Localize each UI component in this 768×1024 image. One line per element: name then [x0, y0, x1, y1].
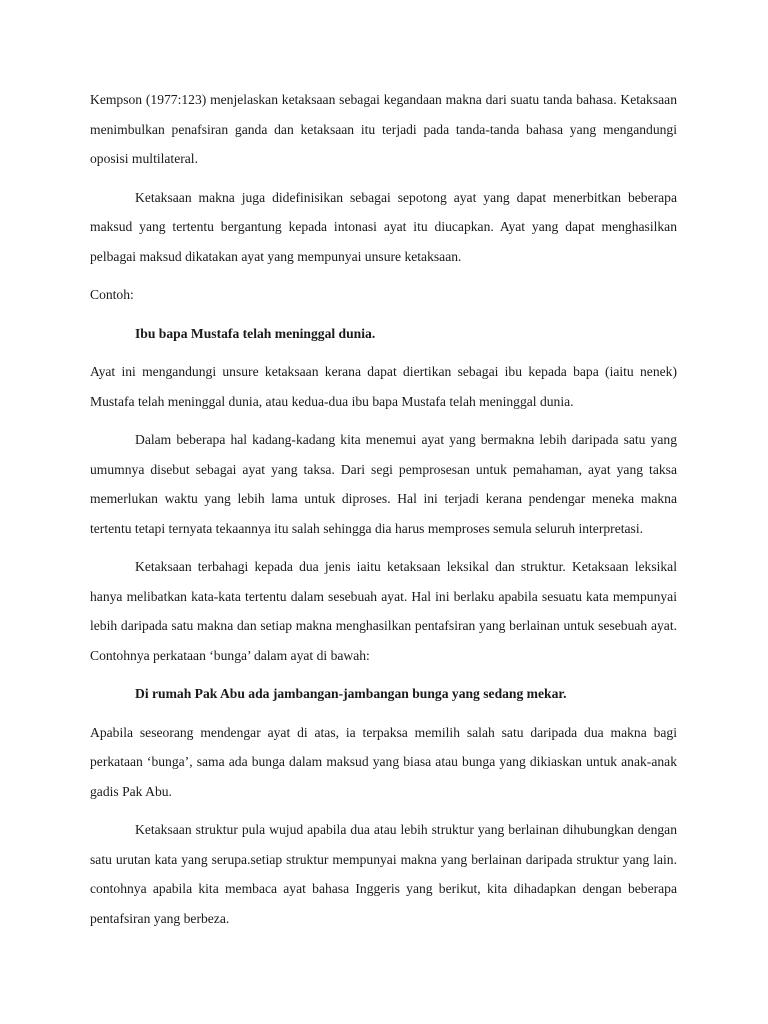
paragraph-example-explanation: Ayat ini mengandungi unsure ketaksaan kerana dapat diertikan sebagai ibu kepada bapa (iaitu nenek) Mustafa telah meninggal dunia, atau kedua-dua ibu bapa Mustafa telah meninggal dunia.: [90, 364, 677, 409]
paragraph-meaning-definition: Ketaksaan makna juga didefinisikan sebagai sepotong ayat yang dapat menerbitkan beberapa maksud yang tertentu bergantung kepada intonasi ayat itu diucapkan. Ayat yang dapat menghasilkan pelbagai maksud dikatakan ayat yang mempunyai unsure ketaksaan.: [90, 189, 677, 264]
document-page: [90, 85, 677, 933]
paragraph-lexical-structural: Ketaksaan terbahagi kepada dua jenis iaitu ketaksaan leksikal dan struktur. Ketaksaan leksikal hanya melibatkan kata-kata tertentu dalam sesebuah ayat. Hal ini berlaku apabila sesuatu kata mempunyai lebih daripada satu makna dan setiap makna menghasilkan pentafsiran yang berlainan untuk sesebuah ayat. Contohnya perkataan ‘bunga’ dalam ayat di bawah:: [90, 559, 677, 663]
paragraph-kempson-definition: Kempson (1977:123) menjelaskan ketaksaan sebagai kegandaan makna dari suatu tanda bahasa. Ketaksaan menimbulkan penafsiran ganda dan ketaksaan itu terjadi pada tanda-tanda bahasa yang mengandungi oposisi multilateral.: [90, 92, 677, 166]
paragraph-bunga-explanation: Apabila seseorang mendengar ayat di atas, ia terpaksa memilih salah satu daripada dua makna bagi perkataan ‘bunga’, sama ada bunga dalam maksud yang biasa atau bunga yang dikiaskan untuk anak-anak gadis Pak Abu.: [90, 724, 677, 799]
example-label: Contoh:: [90, 287, 134, 302]
paragraph-ambiguous-processing: Dalam beberapa hal kadang-kadang kita menemui ayat yang bermakna lebih daripada satu yang umumnya disebut sebagai ayat yang taksa. Dari segi pemprosesan untuk pemahaman, ayat yang taksa memerlukan waktu yang lebih lama untuk diproses. Hal ini terjadi kerana pendengar meneka makna tertentu tetapi ternyata tekaannya itu salah sehingga dia harus memproses semula seluruh interpretasi.: [90, 432, 677, 536]
example-sentence-pak-abu: Di rumah Pak Abu ada jambangan-jambangan bunga yang sedang mekar.: [135, 686, 567, 701]
paragraph-structural-ambiguity: Ketaksaan struktur pula wujud apabila dua atau lebih struktur yang berlainan dihubungkan dengan satu urutan kata yang serupa.setiap struktur mempunyai makna yang berlainan daripada struktur yang lain. contohnya apabila kita membaca ayat bahasa Inggeris yang berikut, kita dihadapkan dengan beberapa pentafsiran yang berbeza.: [90, 822, 677, 926]
example-sentence-mustafa: Ibu bapa Mustafa telah meninggal dunia.: [135, 325, 376, 341]
